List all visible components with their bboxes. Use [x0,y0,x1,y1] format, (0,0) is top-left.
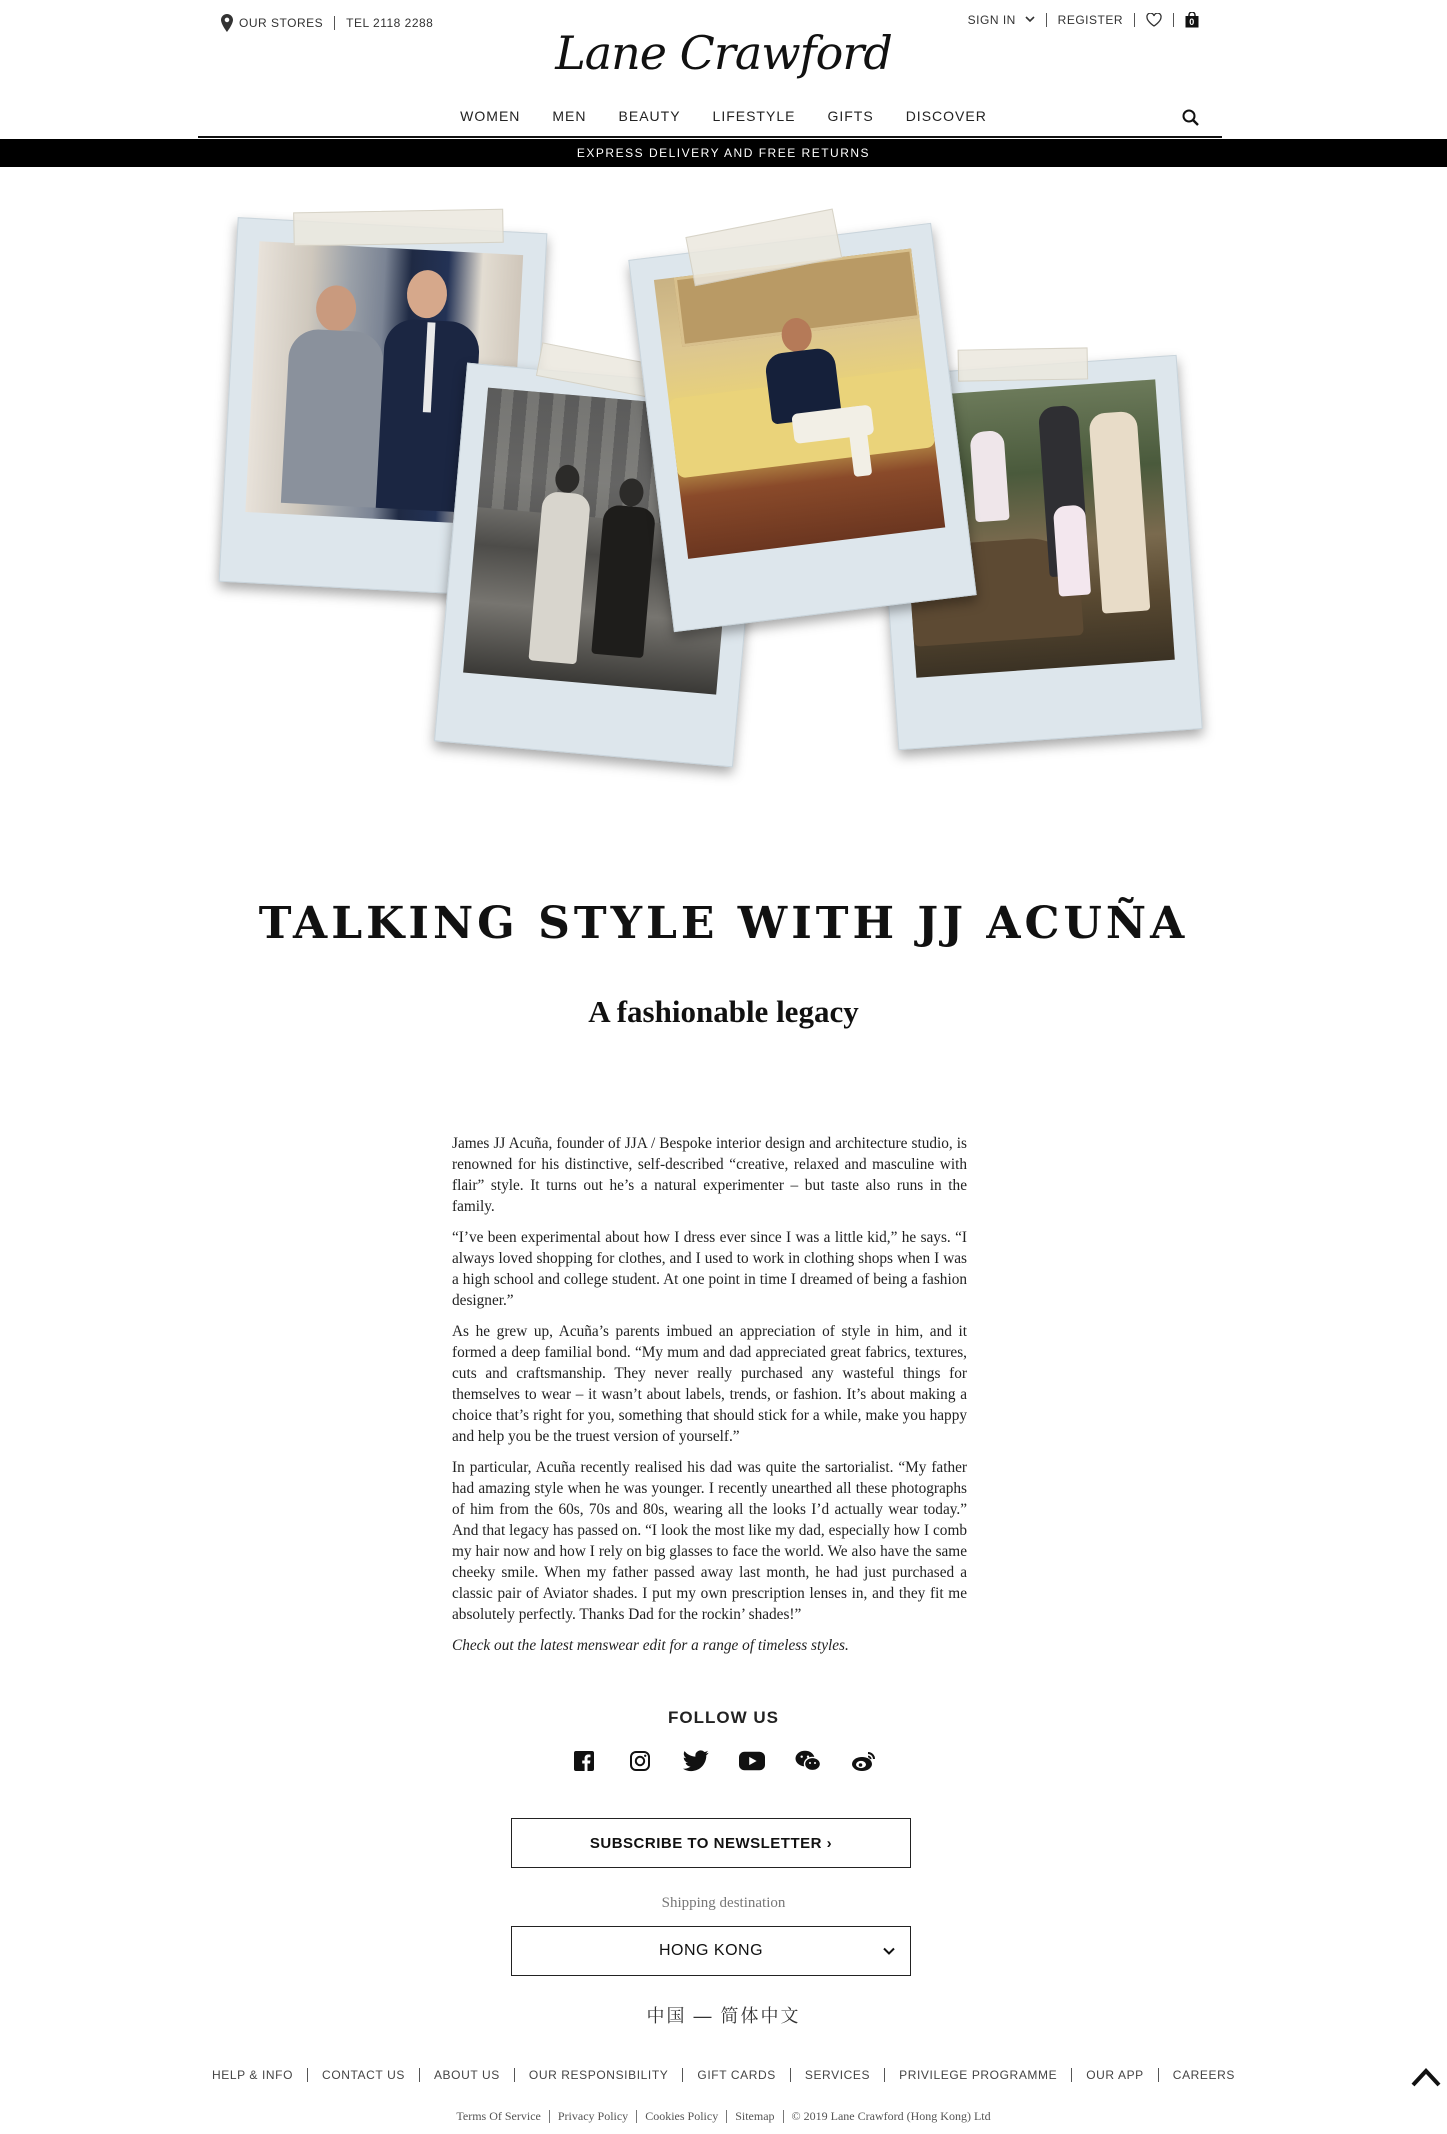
nav-divider [198,136,1222,138]
follow-us-heading: FOLLOW US [668,1708,779,1727]
twitter-icon[interactable] [683,1748,709,1774]
subscribe-newsletter-button[interactable]: SUBSCRIBE TO NEWSLETTER › [511,1818,911,1868]
photo-man-yellow-sofa [654,248,945,558]
wishlist-heart-icon[interactable] [1146,13,1162,27]
legal-link-cookies[interactable]: Cookies Policy [637,2110,727,2123]
article-paragraph-1: James JJ Acuña, founder of JJA / Bespoke interior design and architecture studio, is renowned for his distinctive, self-described “creative, relaxed and masculine with flair” style. It turns out he’s a natural experimenter – but taste also runs in the family. [452,1135,967,1215]
divider [1173,13,1174,27]
our-stores-link[interactable]: OUR STORES [239,16,324,30]
search-icon[interactable] [1181,108,1201,128]
chevron-down-icon [1025,14,1035,24]
bag-count: 0 [1189,17,1195,27]
facebook-icon[interactable] [571,1748,597,1774]
article-title: TALKING STYLE WITH JJ ACUÑA [258,898,1189,949]
nav-item-beauty[interactable]: BEAUTY [618,108,681,124]
article-paragraph-2: “I’ve been experimental about how I dress ever since I was a little kid,” he says. “I always loved shopping for clothes, and I used to work in clothing shops when I was a high school and college student. At one point in time I dreamed of being a fashion designer.” [452,1229,967,1309]
legal-link-sitemap[interactable]: Sitemap [727,2110,783,2123]
sign-in-label: SIGN IN [967,13,1016,27]
footer-link-about-us[interactable]: ABOUT US [420,2068,515,2082]
footer-link-careers[interactable]: CAREERS [1172,2068,1236,2082]
footer-link-privilege-programme[interactable]: PRIVILEGE PROGRAMME [885,2068,1072,2082]
footer-link-our-app[interactable]: OUR APP [1072,2068,1159,2082]
nav-item-lifestyle[interactable]: LIFESTYLE [712,108,796,124]
hero-polaroid-collage [210,195,1210,815]
telephone-link[interactable]: TEL 2118 2288 [346,16,434,30]
nav-item-gifts[interactable]: GIFTS [827,108,874,124]
footer-links [0,2068,1447,2082]
legal-links [0,2110,1447,2123]
social-links [0,1748,1447,1774]
register-link[interactable]: REGISTER [1057,13,1123,27]
article-body [452,1133,967,1666]
polaroid-photo-3 [628,223,976,632]
article-paragraph-4: In particular, Acuña recently realised his dad was quite the sartorialist. “My father had amazing style when he was younger. I recently unearthed all these photographs of him from the 60s, 70s and 80s, wearing all the looks I’d actually wear today.” And that legacy has passed on. “I look the most like my dad, especially how I comb my hair now and how I rely on big glasses to face the world. We also have the same cheeky smile. When my father passed away last month, he had just purchased a classic pair of Aviator shades. I put my own prescription lenses in, and they fit me absolutely perfectly. Thanks Dad for the rockin’ shades!” [452,1459,967,1623]
wechat-icon[interactable] [795,1748,821,1774]
main-nav [0,108,1447,124]
legal-link-terms[interactable]: Terms Of Service [448,2110,549,2123]
footer-link-our-responsibility[interactable]: OUR RESPONSIBILITY [515,2068,684,2082]
footer-link-services[interactable]: SERVICES [791,2068,885,2082]
shipping-destination-select[interactable] [511,1926,911,1976]
divider [1046,13,1047,27]
nav-item-discover[interactable]: DISCOVER [905,108,987,124]
tape-strip [293,209,504,247]
promo-banner[interactable]: EXPRESS DELIVERY AND FREE RETURNS [0,139,1447,167]
legal-link-privacy[interactable]: Privacy Policy [550,2110,637,2123]
weibo-icon[interactable] [851,1748,877,1774]
instagram-icon[interactable] [627,1748,653,1774]
nav-item-women[interactable]: WOMEN [460,108,521,124]
youtube-icon[interactable] [739,1748,765,1774]
article-subtitle: A fashionable legacy [588,994,859,1029]
nav-item-men[interactable]: MEN [552,108,587,124]
footer-link-help-info[interactable]: HELP & INFO [198,2068,308,2082]
shipping-destination-value: HONG KONG [658,1942,764,1959]
copyright-text: © 2019 Lane Crawford (Hong Kong) Ltd [791,2109,991,2123]
article-paragraph-3: As he grew up, Acuña’s parents imbued an appreciation of style in him, and it formed a deep familial bond. “My mum and dad appreciated great fabrics, textures, cuts and craftsmanship. They never really purchased any wasteful things for themselves to wear – it wasn’t about labels, trends, or fashion. It’s about making a choice that’s right for you, something that should stick for a while, make you happy and help you be the truest version of yourself.” [452,1323,967,1445]
chevron-down-icon [882,1944,896,1958]
back-to-top-icon[interactable] [1410,2066,1442,2088]
footer-link-gift-cards[interactable]: GIFT CARDS [683,2068,790,2082]
lane-crawford-logo[interactable]: Lane Crawford [555,26,892,80]
divider [1134,13,1135,27]
shipping-destination-label: Shipping destination [661,1895,786,1911]
language-switch-link[interactable]: 中国 — 简体中文 [646,2006,801,2026]
menswear-edit-link[interactable]: Check out the latest menswear edit for a range of timeless styles. [452,1637,849,1654]
tape-strip [958,347,1089,381]
footer-link-contact-us[interactable]: CONTACT US [308,2068,420,2082]
sign-in-link[interactable] [968,13,1035,27]
